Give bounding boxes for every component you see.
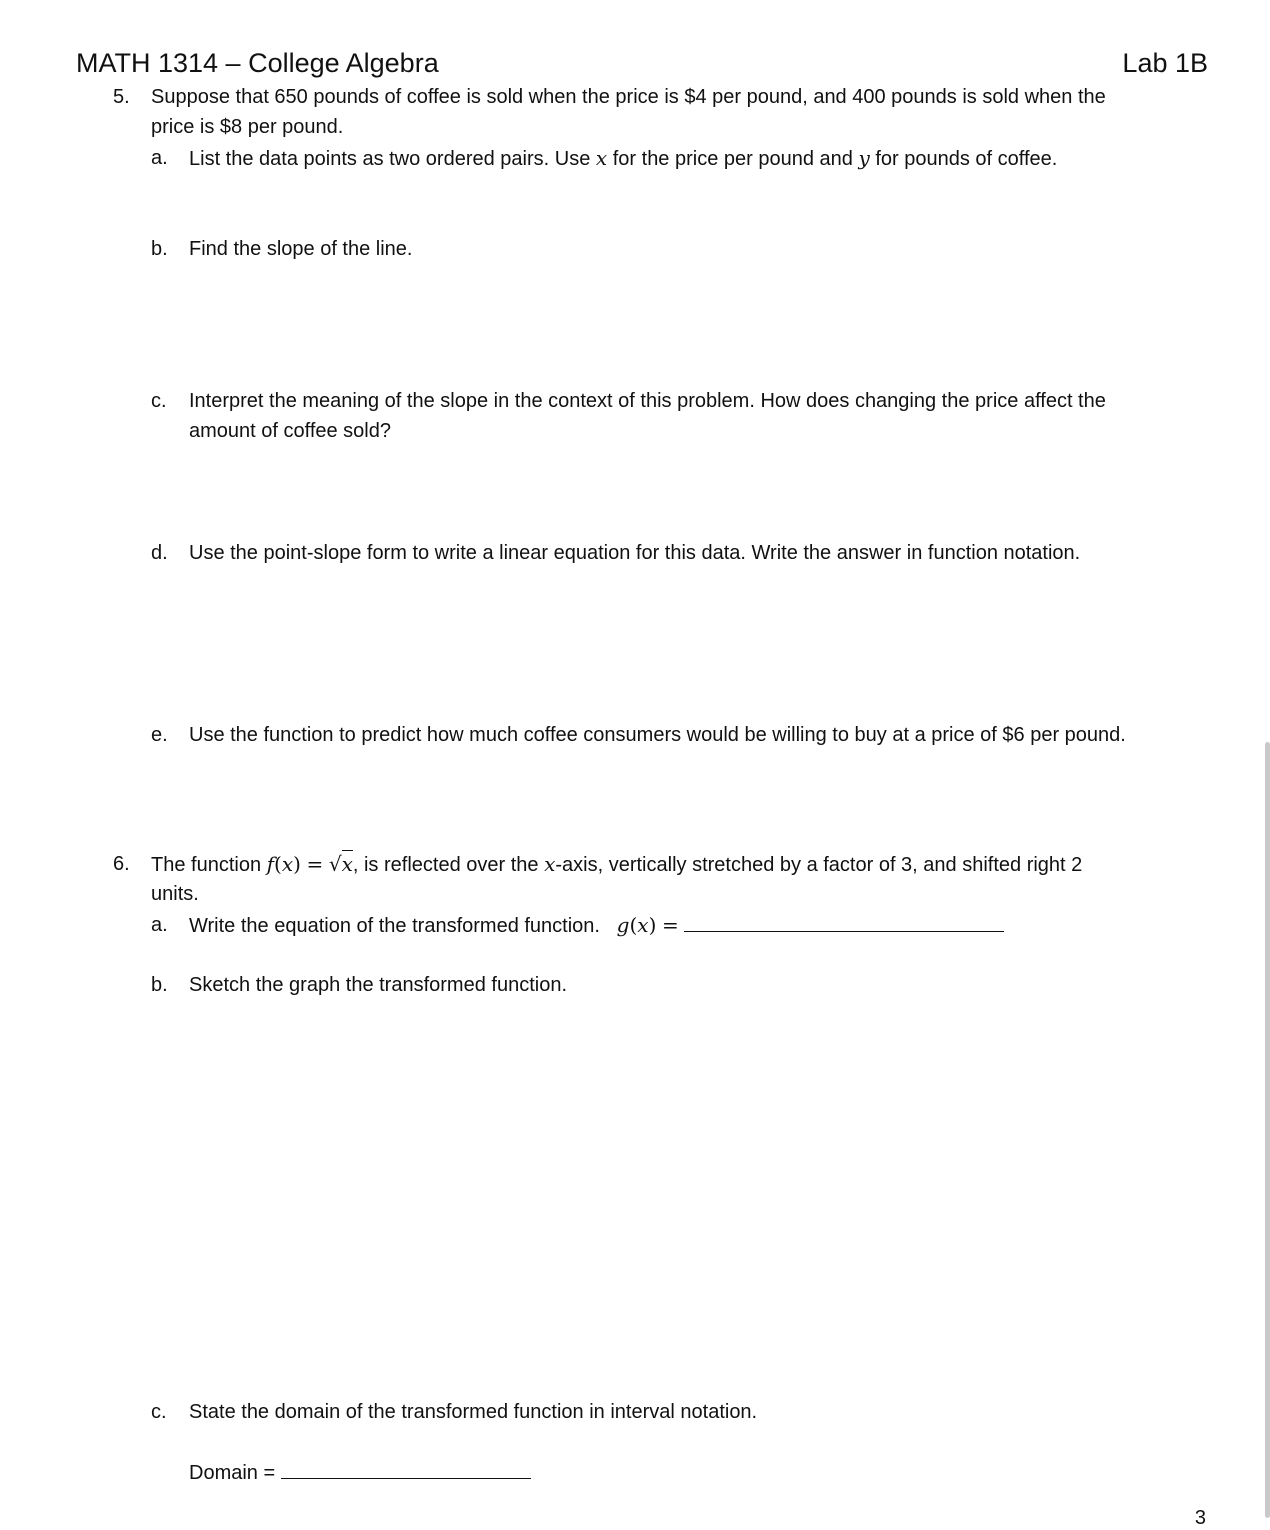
q6-arg-x: x	[281, 852, 294, 876]
q6a-equals: =	[661, 913, 679, 937]
q5a-var-x: x	[595, 146, 608, 170]
q5a-letter: a.	[151, 147, 168, 169]
q6-text-part1: The function	[151, 854, 262, 876]
q5a-text-part3: for pounds of coffee.	[875, 148, 1058, 170]
q6-paren-open: (	[274, 852, 282, 876]
q6b-text: Sketch the graph the transformed function.	[189, 974, 567, 996]
q5a-var-y: y	[858, 146, 870, 170]
q6a-answer-blank[interactable]	[684, 911, 1004, 932]
q5d-letter: d.	[151, 542, 168, 564]
q6a-letter: a.	[151, 914, 168, 936]
domain-label: Domain =	[189, 1462, 276, 1484]
q5-text-line2: price is $8 per pound.	[151, 116, 344, 138]
domain-row	[189, 1458, 531, 1488]
q5b-letter: b.	[151, 238, 168, 260]
vertical-scrollbar[interactable]	[1265, 742, 1270, 1518]
q5c-letter: c.	[151, 390, 167, 412]
q6-func-f: f	[266, 852, 275, 876]
q6-text-part2: , is reflected over the	[352, 854, 539, 876]
q6-paren-close: )	[293, 852, 301, 876]
q6b-letter: b.	[151, 974, 168, 996]
q6-text-line2: units.	[151, 883, 199, 905]
q5c-text-line2: amount of coffee sold?	[189, 420, 391, 442]
q6a-paren-open: (	[629, 913, 638, 937]
q5b-text: Find the slope of the line.	[189, 238, 413, 260]
q5a-text	[189, 143, 1057, 174]
q5c-text-line1: Interpret the meaning of the slope in the context of this problem. How does changing the price affect the	[189, 390, 1106, 412]
q5a-text-part1: List the data points as two ordered pairs. Use	[189, 148, 591, 170]
q6-axis-var: x	[544, 852, 556, 876]
q6a-text-prompt: Write the equation of the transformed function.	[189, 915, 600, 937]
q6-radicand-x: x	[341, 852, 353, 876]
page-number: 3	[1194, 1507, 1206, 1529]
course-title: MATH 1314 – College Algebra	[76, 48, 439, 78]
q6-number: 6.	[113, 853, 130, 875]
q5a-text-part2: for the price per pound and	[612, 148, 853, 170]
q5-text-line1: Suppose that 650 pounds of coffee is sold when the price is $4 per pound, and 400 pounds is sold when the	[151, 86, 1106, 108]
q6-text-part3: -axis, vertically stretched by a factor of 3, and shifted right 2	[555, 854, 1083, 876]
q6c-text: State the domain of the transformed function in interval notation.	[189, 1401, 758, 1423]
q6a-paren-close: )	[648, 913, 657, 937]
sqrt-symbol-icon: √	[328, 852, 342, 876]
q6a-func-g: g	[616, 913, 630, 937]
lab-label: Lab 1B	[1122, 48, 1208, 78]
q5e-letter: e.	[151, 724, 168, 746]
q6-text-line1	[151, 849, 1082, 880]
q6a-text	[189, 910, 1004, 941]
q6c-letter: c.	[151, 1401, 167, 1423]
domain-answer-blank[interactable]	[281, 1458, 531, 1479]
q6a-arg-x: x	[637, 913, 649, 937]
q5-number: 5.	[113, 86, 130, 108]
q6-equals: =	[306, 852, 324, 876]
q5e-text: Use the function to predict how much coffee consumers would be willing to buy at a price of $6 per pound.	[189, 724, 1126, 746]
q5d-text: Use the point-slope form to write a linear equation for this data. Write the answer in function notation.	[189, 542, 1081, 564]
